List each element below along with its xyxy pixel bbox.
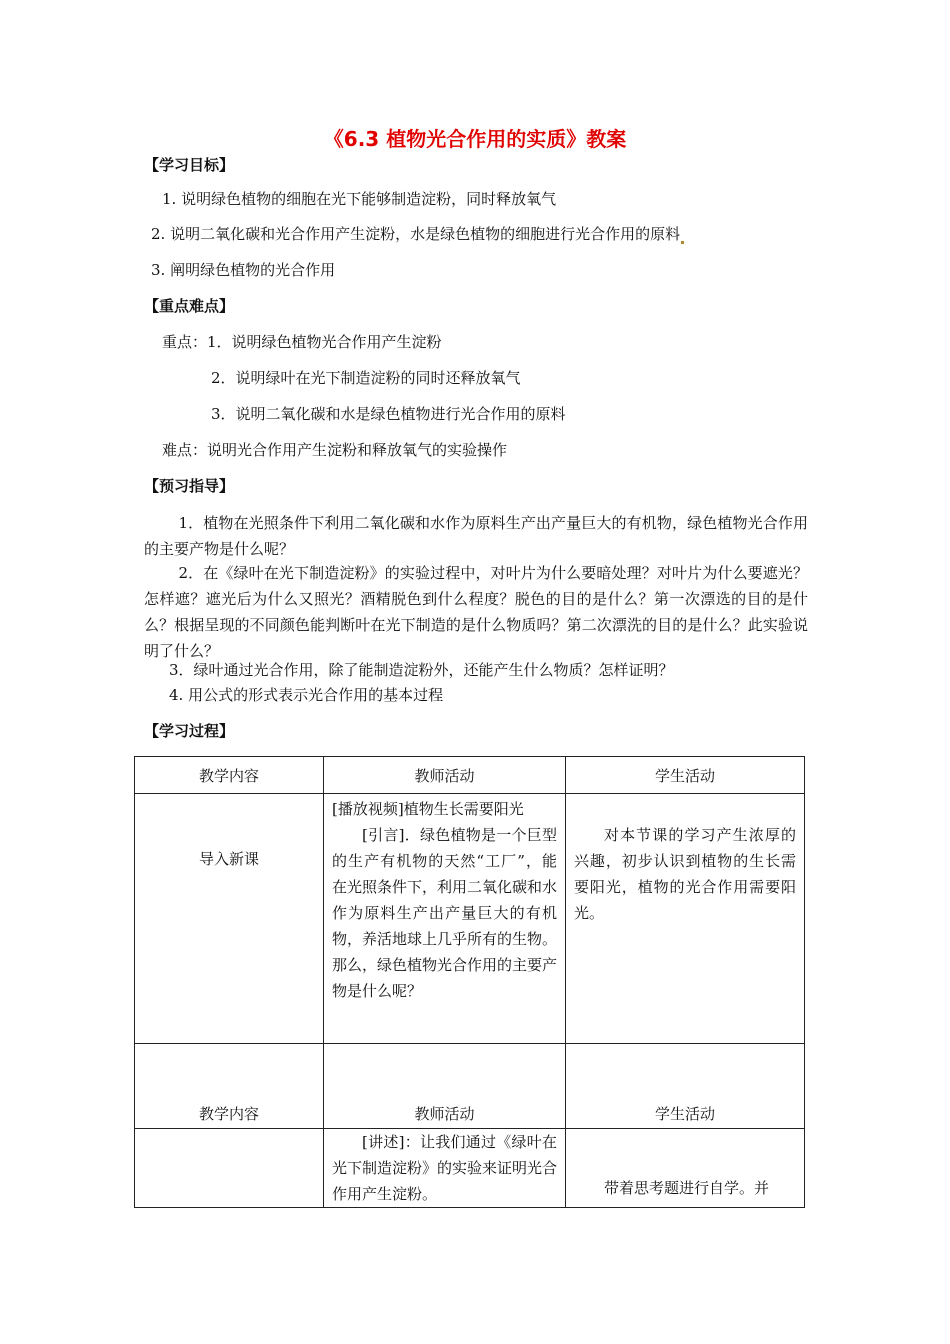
row-student-cell [566, 794, 805, 1044]
document-title: 《6.3 植物光合作用的实质》教案 [323, 127, 627, 151]
row2-student-cell [566, 1129, 805, 1208]
objectives-heading: 【学习目标】 [144, 156, 235, 174]
table-row [135, 794, 805, 1044]
teacher-lecture-text: [讲述]：让我们通过《绿叶在光下制造淀粉》的实验来证明光合作用产生淀粉。 [332, 1133, 558, 1203]
column-header-teacher: 教师活动 [324, 757, 566, 794]
preview-item-3: 3．绿叶通过光合作用，除了能制造淀粉外，还能产生什么物质？怎样证明？ [169, 661, 674, 679]
focus-item-2: 2．说明绿叶在光下制造淀粉的同时还释放氧气 [211, 369, 521, 387]
objective-item-2: 2. 说明二氧化碳和光合作用产生淀粉，水是绿色植物的细胞进行光合作用的原料 [151, 224, 684, 244]
focus-item-3: 3．说明二氧化碳和水是绿色植物进行光合作用的原料 [211, 405, 566, 423]
lesson-process-table [134, 756, 805, 1208]
process-heading: 【学习过程】 [144, 722, 235, 740]
column-header-student-repeat: 学生活动 [566, 1044, 805, 1129]
key-points-heading: 【重点难点】 [144, 297, 235, 315]
row2-content-cell [135, 1129, 324, 1208]
student-activity-text: 对本节课的学习产生浓厚的兴趣，初步认识到植物的生长需要阳光，植物的光合作用需要阳光。 [574, 826, 796, 922]
objective-item-3: 3. 阐明绿色植物的光合作用 [151, 261, 336, 279]
preview-item-2: 2．在《绿叶在光下制造淀粉》的实验过程中，对叶片为什么要暗处理？对叶片为什么要遮光？怎样遮？遮光后为什么又照光？酒精脱色到什么程度？脱色的目的是什么？第一次漂选的目的是什么？根据呈现的不同颜色能判断叶在光下制造的是什么物质吗？第二次漂洗的目的是什么？此实验说明了什么？ [144, 564, 808, 660]
teacher-intro-text: [引言]．绿色植物是一个巨型的生产有机物的天然“工厂”，能在光照条件下，利用二氧化碳和水作为原料生产出产量巨大的有机物，养活地球上几乎所有的生物。那么，绿色植物光合作用的主要产物是什么呢？ [332, 826, 558, 1000]
edit-mark [681, 241, 684, 244]
preview-item-1: 1．植物在光照条件下利用二氧化碳和水作为原料生产出产量巨大的有机物，绿色植物光合作用的主要产物是什么呢？ [144, 514, 808, 558]
preview-heading: 【预习指导】 [144, 477, 235, 495]
focus-label: 重点： [162, 333, 208, 351]
table-header-row [135, 757, 805, 794]
row2-teacher-cell [324, 1129, 566, 1208]
column-header-content: 教学内容 [135, 757, 324, 794]
focus-item-1: 重点：1．说明绿色植物光合作用产生淀粉 [162, 333, 442, 351]
row-teacher-cell [324, 794, 566, 1044]
column-header-student: 学生活动 [566, 757, 805, 794]
student-selfstudy-text: 带着思考题进行自学。并 [604, 1179, 770, 1197]
row-content-cell [135, 794, 324, 1044]
teacher-video-note: [播放视频]植物生长需要阳光 [332, 800, 524, 818]
objective-item-1: 1. 说明绿色植物的细胞在光下能够制造淀粉，同时释放氧气 [162, 190, 557, 208]
difficulty-item: 难点：说明光合作用产生淀粉和释放氧气的实验操作 [162, 441, 508, 459]
row-content-label: 导入新课 [198, 850, 259, 868]
column-header-content-repeat: 教学内容 [135, 1044, 324, 1129]
table-row [135, 1129, 805, 1208]
column-header-teacher-repeat: 教师活动 [324, 1044, 566, 1129]
table-header-row-repeat [135, 1044, 805, 1129]
preview-item-4: 4. 用公式的形式表示光合作用的基本过程 [169, 686, 444, 704]
